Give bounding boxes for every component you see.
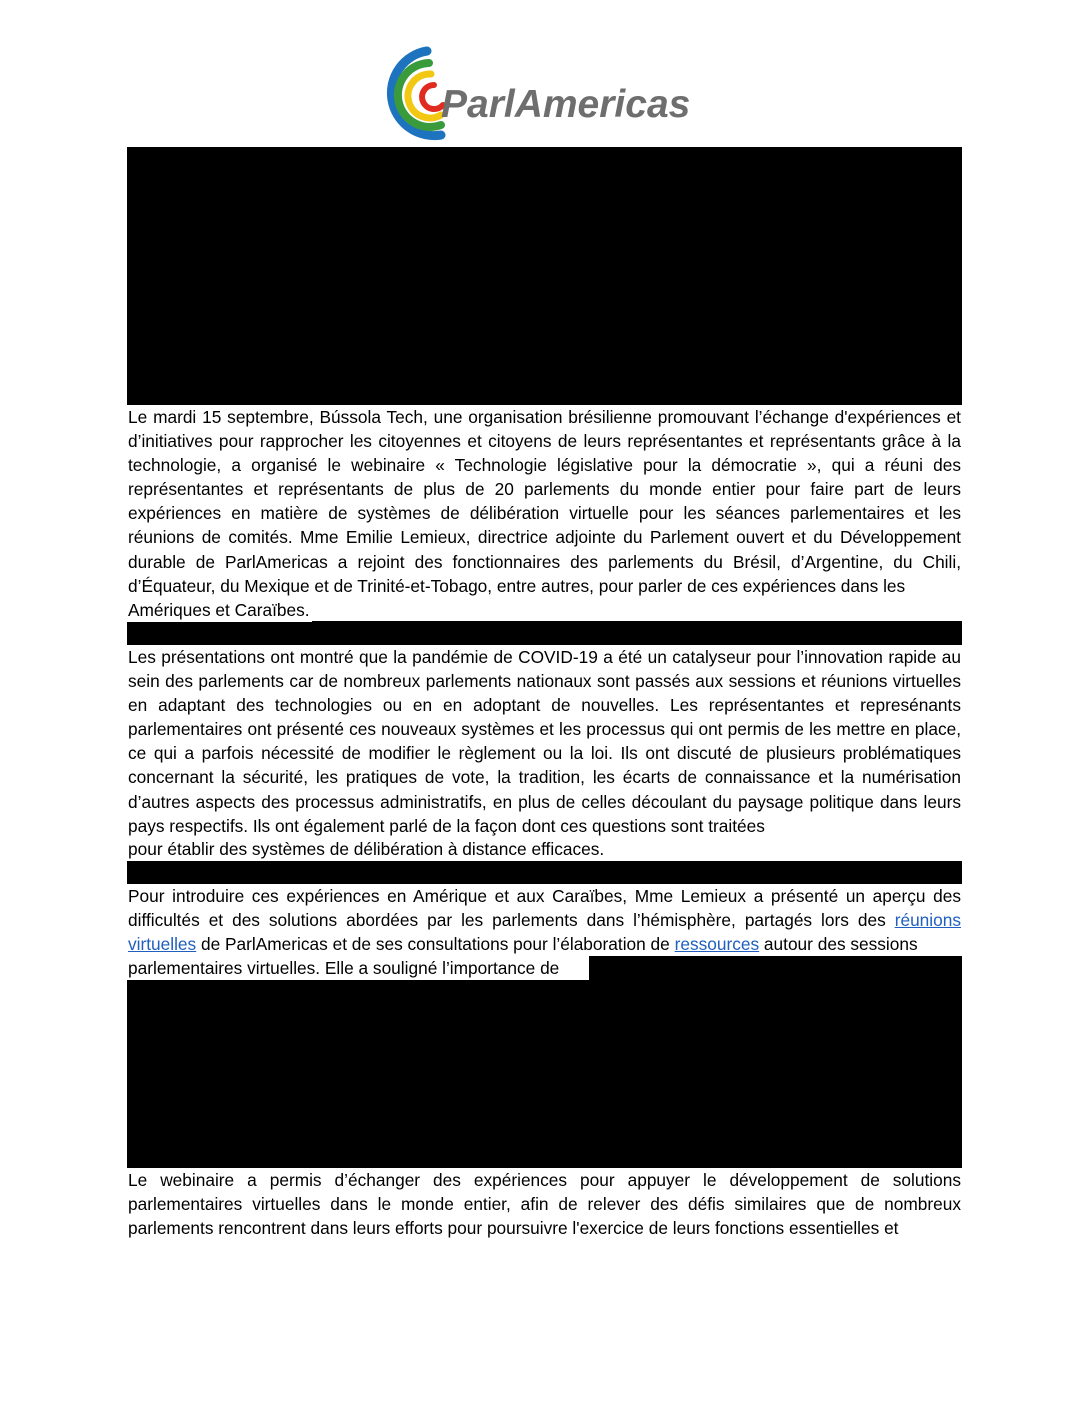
paragraph-3-text-a: Pour introduire ces expériences en Amérique et aux Caraïbes, Mme Lemieux a présenté un aperçu des difficultés et des solutions abordées par les parlements dans l’hémisphère, partagés lors des bbox=[128, 886, 961, 931]
parlamericas-logo-icon bbox=[359, 41, 739, 143]
paragraph-4 bbox=[127, 1168, 962, 1240]
link-resources[interactable]: ressources bbox=[674, 934, 760, 955]
paragraph-1-text: Le mardi 15 septembre, Bússola Tech, une organisation brésilienne promouvant l’échange d'expériences et d’initiatives pour rapprocher les citoyennes et citoyens de leurs représentantes et représentants grâce à la technologie, a organisé le webinaire « Technologie législative pour la démocratie », qui a réuni des représentantes et représentants de plus de 20 parlements du monde entier pour faire part de leurs expériences en matière de systèmes de délibération virtuelle pour les séances parlementaires et les réunions de comités. Mme Emilie Lemieux, directrice adjointe du Parlement ouvert et du Développement durable de ParlAmericas a rejoint des fonctionnaires des parlements du Brésil, d’Argentine, du Chili, d’Équateur, du Mexique et de Trinité-et-Tobago, entre autres, pour parler de ces expériences dans les bbox=[128, 407, 961, 596]
paragraph-3-tail: parlementaires virtuelles. Elle a souligné l’importance de bbox=[127, 956, 589, 980]
paragraph-1-tail: Amériques et Caraïbes. bbox=[127, 598, 312, 622]
paragraph-2-text: Les présentations ont montré que la pandémie de COVID-19 a été un catalyseur pour l’innovation rapide au sein des parlements car de nombreux parlements nationaux sont passés aux sessions et réunions virtuelles en adaptant des technologies ou en en adoptant de nouvelles. Les représentantes et represénants parlementaires ont présenté ces nouveaux systèmes et les processus qui ont permis de les mettre en place, ce qui a parfois nécessité de modifier le règlement ou la loi. Ils ont discuté de plusieurs problématiques concernant la sécurité, les pratiques de vote, la tradition, les écarts de connaissance et la numérisation d’autres aspects des processus administratifs, en plus de celles découlant du paysage politique dans leurs pays respectifs. Ils ont également parlé de la façon dont ces questions sont traitées bbox=[128, 647, 961, 836]
paragraph-3-text-c: autour des sessions bbox=[759, 934, 918, 955]
logo-text: ParlAmericas bbox=[441, 83, 691, 126]
paragraph-2-tail: pour établir des systèmes de délibération à distance efficaces. bbox=[127, 837, 621, 861]
paragraph-4-text: Le webinaire a permis d’échanger des expériences pour appuyer le développement de solutions parlementaires virtuelles dans le monde entier, afin de relever des défis similaires que de nombreux parlements rencontrent dans leurs efforts pour poursuivre l'exercice de leurs fonctions essentielles et bbox=[128, 1170, 961, 1239]
logo bbox=[127, 37, 962, 147]
paragraph-3 bbox=[127, 884, 962, 956]
paragraph-1 bbox=[127, 405, 962, 621]
paragraph-3-text-b: de ParlAmericas et de ses consultations pour l’élaboration de bbox=[196, 934, 675, 955]
paragraph-2 bbox=[127, 645, 962, 861]
document-page bbox=[127, 37, 962, 1240]
link-virtual-meetings[interactable]: réunions virtuelles bbox=[128, 910, 961, 955]
